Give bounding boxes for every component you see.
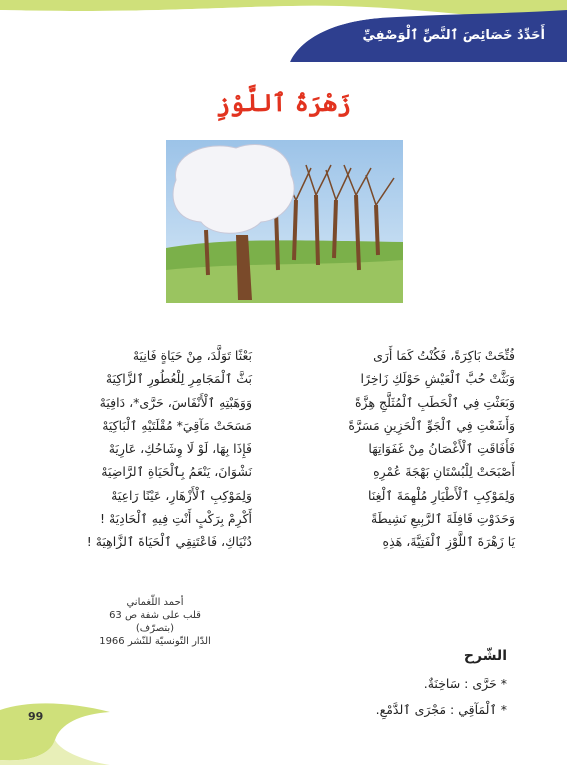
verse-line: وَوَهَبْتِهِ ٱلْأَنْفَاسَ، حَرَّى*، دَافِيَهْ	[99, 394, 252, 410]
verse-line: بَعْثًا تَوَلَّدَ، مِنْ حَيَاةٍ فَانِيَهْ	[132, 348, 252, 363]
poem-right-column	[295, 344, 515, 554]
verse-line: وَأَشَعْتِ فِي ٱلْجَوِّ ٱلْحَزِينِ مَسَرَّةً	[348, 417, 515, 433]
verse-line: أَكْرِمْ بِرَكْبٍ أَنْتِ فِيهِ ٱلْحَادِيَهْ !	[100, 511, 252, 527]
verse-line: وَحَدَوْتِ قَافِلَةَ ٱلرَّبِيعِ نَشِيطَةً	[371, 511, 515, 527]
attribution	[95, 596, 215, 648]
poem-left-column	[32, 344, 252, 554]
page-number: 99	[28, 710, 44, 723]
footer-band	[0, 700, 110, 765]
section-title: أَحَدِّدُ خَصَائِصَ ٱلنَّصِّ ٱلْوَصْفِيِّ	[362, 28, 545, 43]
verse-line: يَا زَهْرَةَ ٱللَّوْزِ ٱلْفَتِيَّةَ، هَذِهِ	[382, 534, 515, 550]
glossary-title: الشّرح	[463, 648, 507, 664]
verse-line: وَبَثَّتْ حُبَّ ٱلْعَيْشِ حَوْلَكِ زَاخِرًا	[360, 371, 515, 387]
poem-title: زَهْرَةُ ٱللَّوْزِ	[216, 88, 351, 117]
source-reference: قلب على شفة ص 63 (بتصرّف)	[109, 610, 201, 634]
verse-line: وَلِمَوْكِبِ ٱلْأَزْهَارِ، عَيْنًا رَاعِيَهْ	[111, 487, 252, 503]
glossary-item: * ٱلْمَآقِي : مَجْرَى ٱلدَّمْعِ.	[375, 702, 507, 717]
verse-line: فَإِذَا بِهَا، لَوْ لَا وِشَاحُكِ، عَارِيَهْ	[108, 441, 252, 457]
author-name: أحمد اللّغماني	[126, 597, 184, 608]
verse-line: وَلِمَوْكِبِ ٱلْأَطْيَارِ مُلْهِمَةَ ٱلْغِنَا	[368, 487, 515, 503]
glossary-item: * حَرَّى : سَاخِنَةٌ.	[423, 676, 507, 691]
verse-line: فَأَفَاقَتِ ٱلْأَغْصَانُ مِنْ غَفَوَاتِهَا	[368, 441, 515, 457]
publisher: الدّار التّونسيّة للنّشر 1966	[99, 636, 211, 647]
almond-tree-illustration	[166, 140, 403, 303]
verse-line: مَسَحَتْ مَآقِيَ* مُقْلَتَيْهِ ٱلْبَاكِيَهْ	[102, 417, 252, 433]
verse-line: بَثَّ ٱلْمَجَامِرِ لِلْعُطُورِ ٱلزَّاكِيَهْ	[105, 371, 252, 387]
verse-line: فُتِّحَتْ بَاكِرَةً، فَكُنْتُ كَمَا أَرَى	[373, 348, 515, 363]
verse-line: أَصْبَحَتْ لِلْبُسْتَانِ بَهْجَةَ عُمْرِهِ	[373, 464, 515, 480]
verse-line: دُنْيَاكِ، فَاعْتَنِقِي ٱلْحَيَاةَ ٱلزَّاهِيَهْ !	[86, 534, 252, 550]
verse-line: نَشْوَانَ، يَنْعَمُ بِٱلْحَيَاةِ ٱلرَّاضِيَهْ	[101, 464, 252, 480]
verse-line: وَبَعَثْتِ فِي ٱلْحَطَبِ ٱلْمُثَلَّجِ هِزَّةً	[355, 394, 515, 410]
